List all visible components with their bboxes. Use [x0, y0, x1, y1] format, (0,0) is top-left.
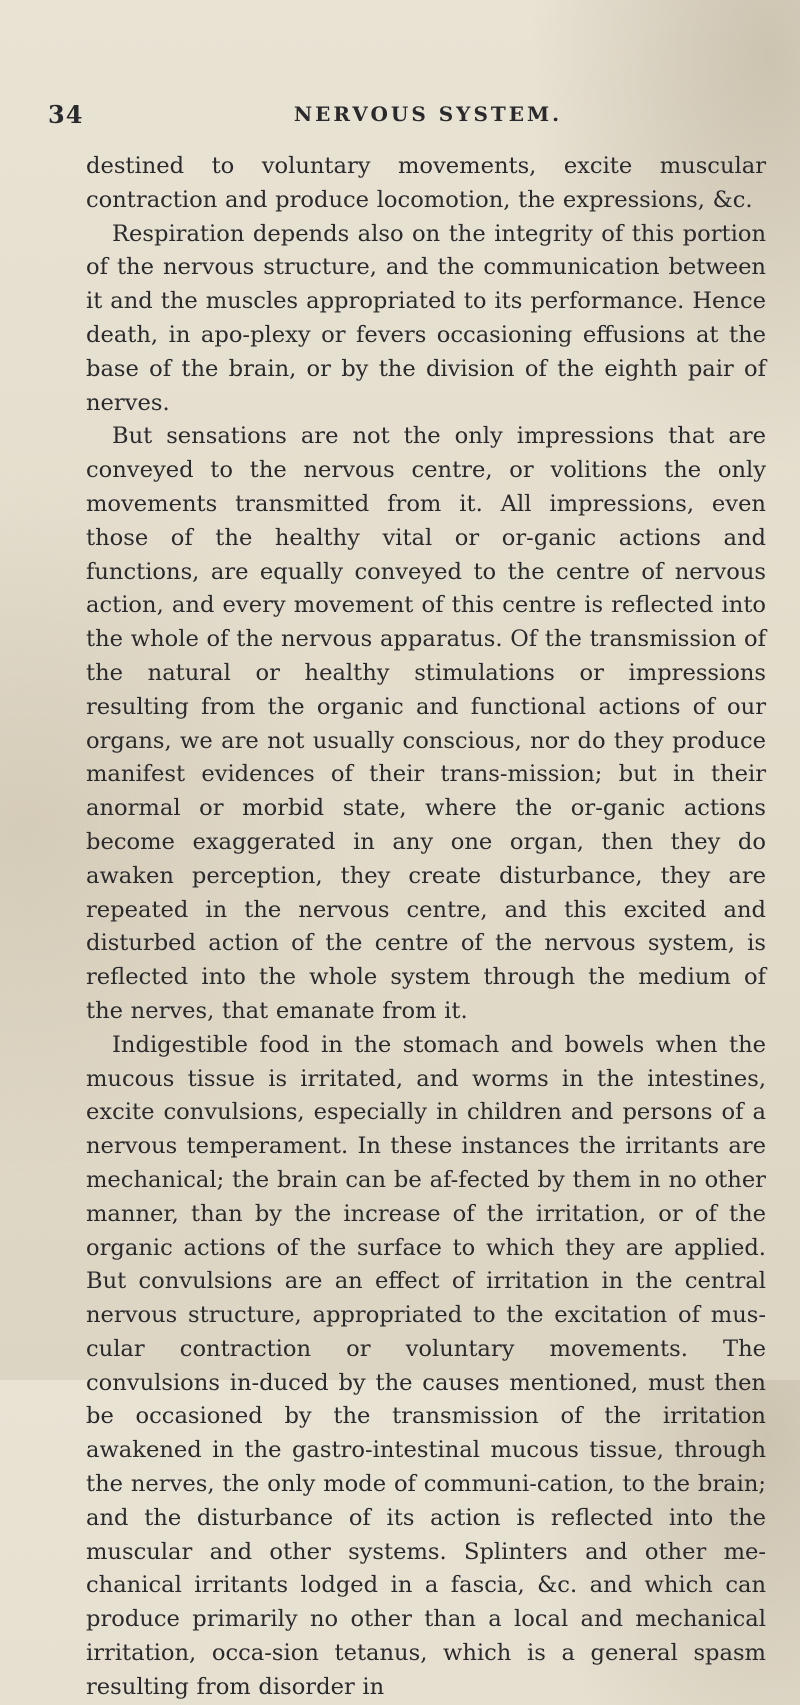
paragraph-sensations: But sensations are not the only impressions that are conveyed to the nervous centre, or volitions the only movements transmitted from it. All impressions, even those of the healthy vital or or-ganic actions and functions, are equally conveyed to the centre of nervous action, and every movement of this centre is reflected into the whole of the nervous apparatus. Of the transmission of the natural or healthy stimulations or impressions resulting from the organic and functional actions of our organs, we are not usually conscious, nor do they produce manifest evidences of their trans-mission; but in their anormal or morbid state, where the or-ganic actions become exaggerated in any one organ, then they do awaken perception, they create disturbance, they are repeated in the nervous centre, and this excited and disturbed action of the centre of the nervous system, is reflected into the whole system through the medium of the nerves, that emanate from it. — [86, 423, 766, 1024]
paragraph-continued: destined to voluntary movements, excite muscular contraction and produce locomotion, the expressions, &c. — [86, 153, 766, 213]
running-title: NERVOUS SYSTEM. — [293, 102, 563, 126]
paragraph-respiration: Respiration depends also on the integrity of this portion of the nervous structure, and the communication between it and the muscles appropriated to its performance. Hence death, in apo-plexy or fevers occasioning effusions at the base of the brain, or by the division of the eighth pair of nerves. — [86, 220, 766, 416]
paragraph-indigestible-food: Indigestible food in the stomach and bowels when the mucous tissue is irritated, and worms in the intestines, excite convulsions, especially in children and persons of a nervous temperament. In these instances the irritants are mechanical; the brain can be af-fected by them in no other manner, than by the increase of the irritation, or of the organic actions of the surface to which they are applied. But convulsions are an effect of irritation in the central nervous structure, appropriated to the excitation of mus-cular contraction or voluntary movements. The convulsions in-duced by the causes mentioned, must then be occasioned by the transmission of the irritation awakened in the gastro-intestinal mucous tissue, through the nerves, the only mode of communi-cation, to the brain; and the disturbance of its action is reflected into the muscular and other systems. Splinters and other me-chanical irritants lodged in a fascia, &c. and which can produce primarily no other than a local and mechanical irritation, occa-sion tetanus, which is a general spasm resulting from disorder in — [86, 1031, 766, 1700]
running-head — [48, 100, 748, 134]
body-text — [86, 150, 766, 1705]
page-number: 34 — [48, 100, 84, 129]
